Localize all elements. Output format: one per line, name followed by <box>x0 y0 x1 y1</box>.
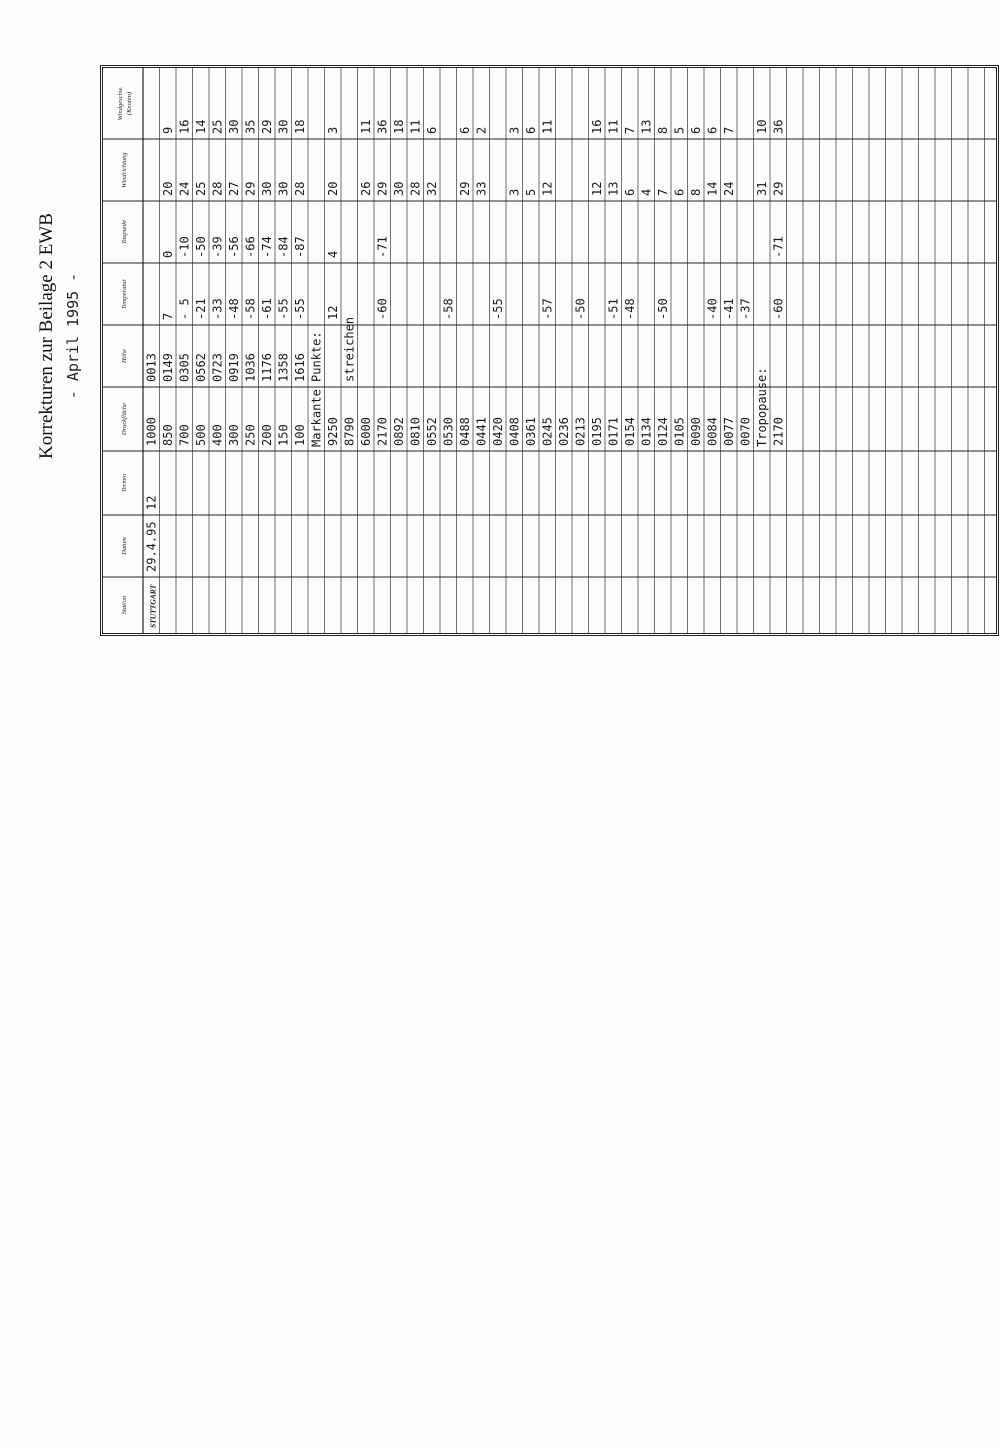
cell-temp: 7 <box>161 312 175 320</box>
cell-druck: 200 <box>260 424 274 446</box>
cell-hoehe: 0919 <box>227 353 241 382</box>
column-header: Datum <box>121 537 128 555</box>
cell-datum: 29.4.95 <box>144 521 159 572</box>
cell-druck: 1000 <box>144 417 159 446</box>
cell-druck: 150 <box>276 424 291 446</box>
cell-hoehe: 0723 <box>210 353 225 382</box>
cell-wg: 25 <box>210 119 225 134</box>
cell-druck: 0245 <box>540 417 555 446</box>
cell-tau: -56 <box>227 236 241 258</box>
cell-wg: 14 <box>194 119 208 134</box>
cell-temp: -55 <box>491 298 505 320</box>
cell-wg: 18 <box>293 119 307 134</box>
cell-druck: 0420 <box>491 417 505 446</box>
cell-druck: 0892 <box>392 417 406 446</box>
cell-druck: 0213 <box>573 417 588 446</box>
cell-tau: -10 <box>177 236 192 258</box>
cell-druck: 6000 <box>359 417 373 446</box>
cell-wr: 30 <box>392 181 406 196</box>
cell-druck: 0124 <box>656 417 670 446</box>
cell-wg: 36 <box>771 119 786 134</box>
column-header: Windgeschw. <box>117 86 124 121</box>
cell-druck: 0552 <box>425 417 439 446</box>
cell-wr: 4 <box>639 188 654 196</box>
cell-druck: 0084 <box>705 417 720 446</box>
cell-station: STUTTGART <box>148 584 158 628</box>
cell-druck: 850 <box>161 424 175 446</box>
cell-wr: 33 <box>474 181 489 196</box>
cell-druck: 0171 <box>606 417 621 446</box>
cell-wg: 10 <box>755 119 769 134</box>
cell-druck: 8790 <box>342 417 357 446</box>
cell-wg: 7 <box>722 126 736 134</box>
cell-druck: 0810 <box>408 417 423 446</box>
cell-wg: 3 <box>507 126 522 134</box>
cell-temp: -37 <box>738 298 753 320</box>
cell-tau: -87 <box>293 236 307 258</box>
cell-termin: 12 <box>144 495 159 510</box>
cell-druck: 0441 <box>474 417 489 446</box>
rotated-page <box>36 36 976 636</box>
cell-wg: 6 <box>705 126 720 134</box>
column-header: Druckfläche <box>121 402 128 436</box>
cell-druck: 2170 <box>771 417 786 446</box>
cell-wg: 36 <box>375 119 390 134</box>
cell-temp: -58 <box>243 298 258 320</box>
cell-wg: 16 <box>590 119 604 134</box>
cell-wg: 9 <box>161 126 175 134</box>
cell-tau: -71 <box>771 236 786 258</box>
document-subtitle: - April 1995 - <box>64 272 82 400</box>
cell-temp: -33 <box>210 298 225 320</box>
cell-temp: -40 <box>705 298 720 320</box>
cell-wg: 6 <box>458 126 472 134</box>
cell-wg: 6 <box>425 126 439 134</box>
cell-wg: 35 <box>243 119 258 134</box>
cell-druck: 0236 <box>557 417 571 446</box>
cell-druck: 0154 <box>623 417 637 446</box>
cell-tau: -71 <box>375 236 390 258</box>
cell-wr: 25 <box>194 181 208 196</box>
cell-wr: 29 <box>243 181 258 196</box>
cell-temp: - 5 <box>177 298 192 320</box>
document-title: Korrekturen zur Beilage 2 EWB <box>36 213 57 459</box>
cell-wr: 27 <box>227 181 241 196</box>
cell-wr: 14 <box>705 181 720 196</box>
cell-wg: 18 <box>392 119 406 134</box>
cell-temp: -48 <box>623 298 637 320</box>
cell-wg: 7 <box>623 126 637 134</box>
cell-wg: 11 <box>408 119 423 134</box>
cell-wg: 30 <box>276 119 291 134</box>
cell-wr: 6 <box>623 188 637 196</box>
cell-druck: 300 <box>227 424 241 446</box>
cell-druck: 400 <box>210 424 225 446</box>
cell-druck: 2170 <box>375 417 390 446</box>
cell-tau: -84 <box>276 236 291 258</box>
cell-wg: 30 <box>227 119 241 134</box>
cell-wr: 29 <box>771 181 786 196</box>
cell-hoehe: 1176 <box>260 353 274 382</box>
cell-wg: 11 <box>540 119 555 134</box>
data-table-grid <box>103 68 996 633</box>
cell-wr: 28 <box>210 181 225 196</box>
cell-hoehe: 1358 <box>276 353 291 382</box>
data-table <box>100 65 999 636</box>
span-label: Markante Punkte: <box>309 331 324 447</box>
cell-wr: 24 <box>177 181 192 196</box>
cell-hoehe: 1616 <box>293 353 307 382</box>
cell-wr: 32 <box>425 181 439 196</box>
cell-temp: -57 <box>540 298 555 320</box>
cell-wr: 3 <box>507 188 522 196</box>
cell-druck: 0077 <box>722 417 736 446</box>
cell-temp: -58 <box>441 298 456 320</box>
cell-wg: 13 <box>639 119 654 134</box>
cell-wg: 2 <box>474 126 489 134</box>
cell-hoehe: 0013 <box>144 353 159 382</box>
cell-temp: 12 <box>326 305 340 320</box>
cell-wr: 31 <box>755 181 769 196</box>
cell-wr: 7 <box>656 188 670 196</box>
cell-wg: 11 <box>606 119 621 134</box>
cell-hoehe: streichen <box>342 316 357 382</box>
cell-tau: 4 <box>326 250 340 258</box>
cell-druck: 9250 <box>326 417 340 446</box>
cell-temp: -60 <box>375 298 390 320</box>
cell-tau: -50 <box>194 236 208 258</box>
column-header: Temperatur <box>121 278 128 310</box>
cell-temp: -61 <box>260 298 274 320</box>
cell-wr: 6 <box>672 188 687 196</box>
column-header: Höhe <box>121 348 128 364</box>
cell-tau: -66 <box>243 236 258 258</box>
cell-wr: 20 <box>326 181 340 196</box>
cell-wr: 30 <box>276 181 291 196</box>
cell-wg: 6 <box>524 126 538 134</box>
cell-temp: -60 <box>771 298 786 320</box>
span-label: Tropopause: <box>755 367 769 447</box>
column-header-sub: (Knoten) <box>126 91 133 116</box>
cell-druck: 0530 <box>441 417 456 446</box>
cell-wr: 13 <box>606 181 621 196</box>
cell-wg: 16 <box>177 119 192 134</box>
cell-wr: 30 <box>260 181 274 196</box>
cell-hoehe: 1036 <box>243 353 258 382</box>
cell-druck: 0361 <box>524 417 538 446</box>
cell-wr: 5 <box>524 188 538 196</box>
cell-hoehe: 0149 <box>161 353 175 382</box>
cell-druck: 0195 <box>590 417 604 446</box>
cell-wr: 12 <box>540 181 555 196</box>
column-header: Termin <box>121 473 128 493</box>
cell-wg: 8 <box>656 126 670 134</box>
cell-druck: 0488 <box>458 417 472 446</box>
cell-wg: 29 <box>260 119 274 134</box>
cell-temp: -41 <box>722 298 736 320</box>
cell-druck: 0070 <box>738 417 753 446</box>
column-header: Station <box>121 595 128 615</box>
cell-wr: 12 <box>590 181 604 196</box>
cell-druck: 250 <box>243 424 258 446</box>
cell-druck: 0134 <box>639 417 654 446</box>
cell-wr: 28 <box>293 181 307 196</box>
cell-druck: 100 <box>293 424 307 446</box>
cell-hoehe: 0562 <box>194 353 208 382</box>
cell-temp: -55 <box>276 298 291 320</box>
cell-druck: 0105 <box>672 417 687 446</box>
cell-tau: -74 <box>260 236 274 258</box>
cell-wr: 8 <box>689 188 703 196</box>
cell-wg: 11 <box>359 119 373 134</box>
cell-druck: 700 <box>177 424 192 446</box>
cell-temp: -21 <box>194 298 208 320</box>
column-header: Taupunkt <box>121 220 128 244</box>
cell-temp: -50 <box>573 298 588 320</box>
cell-druck: 0408 <box>507 417 522 446</box>
cell-temp: -55 <box>293 298 307 320</box>
cell-wg: 5 <box>672 126 687 134</box>
cell-wr: 29 <box>458 181 472 196</box>
cell-tau: -39 <box>210 236 225 258</box>
cell-wg: 6 <box>689 126 703 134</box>
column-header: Windrichtung <box>121 152 128 188</box>
cell-hoehe: 0305 <box>177 353 192 382</box>
cell-wr: 26 <box>359 181 373 196</box>
cell-druck: 500 <box>194 424 208 446</box>
cell-wr: 28 <box>408 181 423 196</box>
cell-temp: -48 <box>227 298 241 320</box>
cell-temp: -50 <box>656 298 670 320</box>
cell-wr: 20 <box>161 181 175 196</box>
cell-wr: 29 <box>375 181 390 196</box>
cell-druck: 0090 <box>689 417 703 446</box>
cell-wr: 24 <box>722 181 736 196</box>
cell-temp: -51 <box>606 298 621 320</box>
cell-wg: 3 <box>326 126 340 134</box>
cell-tau: 0 <box>161 250 175 258</box>
